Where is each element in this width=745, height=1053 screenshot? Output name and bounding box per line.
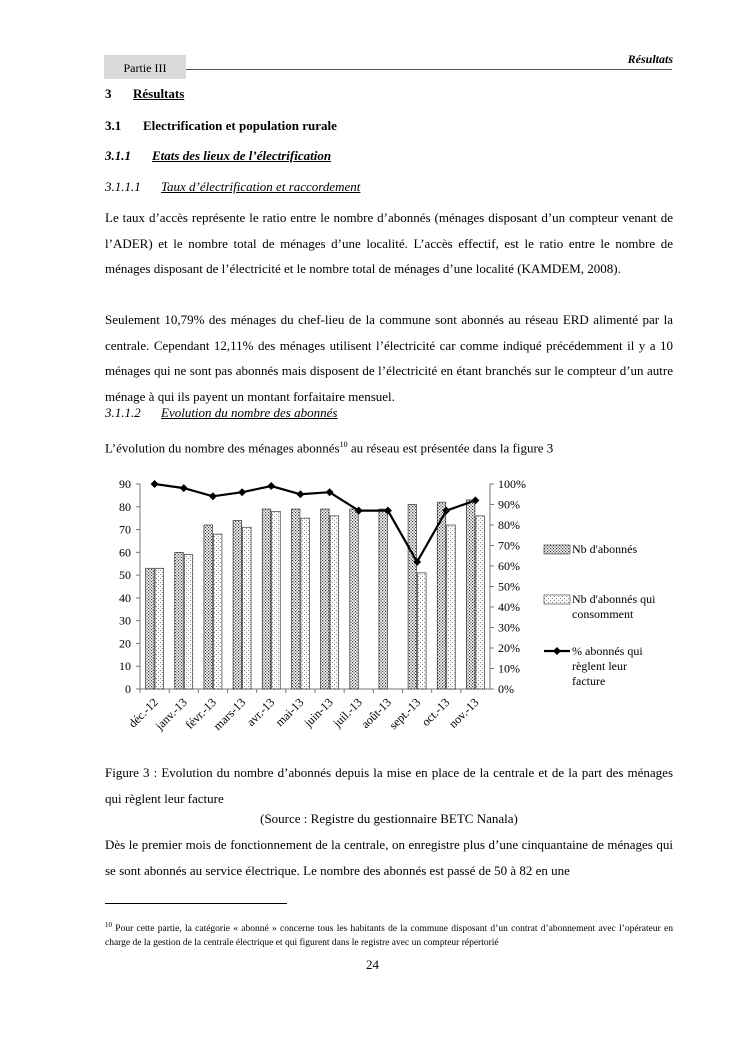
heading-number: 3.1.1.1 <box>105 179 141 194</box>
x-tick-label: mai-13 <box>272 695 307 730</box>
bar-nb-consomment <box>213 534 222 689</box>
legend-label: Nb d'abonnés <box>572 542 638 556</box>
footnote <box>105 918 673 950</box>
y-tick-label-right: 40% <box>498 600 520 614</box>
line-pct-reglent <box>155 484 476 562</box>
paragraph-access-rate <box>105 205 673 282</box>
legend-label: % abonnés qui <box>572 644 643 658</box>
y-tick-label-right: 30% <box>498 620 520 635</box>
header-section-title: Résultats <box>627 52 673 66</box>
bar-nb-consomment <box>272 511 281 689</box>
paragraph-text: Seulement 10,79% des ménages du chef-lieu de la commune sont abonnés au réseau ERD alimenté par la centrale. Cependant 12,11% des ménages utilisent l’électricité car comme indiqué précédemment il y a 10 ménages qui ne sont pas abonnés mais disposent de l’électricité en étant branchés sur le compteur d’un autre ménage à qui ils payent un montant forfaitaire mensuel. <box>105 312 673 404</box>
paragraph-text: Le taux d’accès représente le ratio entre le nombre d’abonnés (ménages disposant d’un compteur venant de l’ADER) et le nombre total de ménages d’une localité. L’accès effectif, est le ratio entre le nombre de ménages disposant de l’électricité et le nombre total de ménages d’une localité (KAMDEM, 2008). <box>105 210 673 276</box>
figure-caption <box>105 760 673 811</box>
y-tick-label-left: 20 <box>119 636 131 651</box>
y-tick-label-left: 70 <box>119 522 131 537</box>
line-point <box>180 484 188 492</box>
heading-title: Evolution du nombre des abonnés <box>161 405 338 420</box>
y-tick-label-left: 10 <box>119 659 131 674</box>
y-tick-label-right: 60% <box>498 559 520 573</box>
chart-legend <box>544 542 656 688</box>
heading-title: Résultats <box>133 86 185 101</box>
x-tick-label: juin-13 <box>301 695 336 730</box>
bar-nb-abonnes <box>466 500 475 689</box>
page-number: 24 <box>366 957 379 972</box>
bar-nb-consomment <box>418 573 427 689</box>
y-tick-label-left: 50 <box>119 568 131 583</box>
bar-nb-abonnes <box>291 509 300 689</box>
legend-label: consomment <box>572 607 634 621</box>
x-tick-label: avr.-13 <box>243 695 278 729</box>
y-tick-label-left: 30 <box>119 613 131 628</box>
line-point <box>151 480 159 488</box>
line-point <box>267 482 275 490</box>
bar-nb-consomment <box>301 518 310 689</box>
paragraph-figure-intro <box>105 432 673 461</box>
footnote-mark: 10 <box>105 921 112 929</box>
line-point <box>209 492 217 500</box>
heading-3-1-1 <box>105 148 331 164</box>
paragraph-first-month <box>105 832 673 883</box>
bar-nb-abonnes <box>146 568 155 689</box>
y-tick-label-right: 80% <box>498 518 520 532</box>
bar-nb-abonnes <box>262 509 271 689</box>
bar-nb-abonnes <box>175 552 184 689</box>
x-tick-label: févr.-13 <box>182 695 220 732</box>
heading-3-1-1-1 <box>105 179 360 195</box>
heading-3 <box>105 86 184 102</box>
bar-nb-consomment <box>155 568 164 689</box>
chart-line <box>151 480 480 566</box>
legend-label: règlent leur <box>572 659 627 673</box>
line-point <box>296 490 304 498</box>
footnote-text: Pour cette partie, la catégorie « abonné » concerne tous les habitants de la commune disposant d’un contrat d’abonnement avec l’opérateur en charge de la gestion de la centrale électrique et qui figurent dans le registre avec un compteur répertorié <box>105 924 673 949</box>
legend-swatch-consomment <box>544 595 570 604</box>
caption-text: Figure 3 : Evolution du nombre d’abonnés depuis la mise en place de la centrale et de la part des ménages qui règlent leur facture <box>105 765 673 806</box>
heading-title: Electrification et population rurale <box>143 118 337 133</box>
x-tick-label: sept.-13 <box>386 695 424 733</box>
bar-nb-consomment <box>243 527 252 689</box>
subscribers-chart <box>100 470 680 760</box>
heading-number: 3.1.1.2 <box>105 405 141 420</box>
bar-nb-abonnes <box>408 505 417 690</box>
bar-nb-abonnes <box>350 509 359 689</box>
bar-nb-consomment <box>330 516 339 689</box>
heading-number: 3 <box>105 86 112 101</box>
bar-nb-abonnes <box>437 502 446 689</box>
heading-3-1 <box>105 118 337 134</box>
x-tick-label: déc.-12 <box>125 695 161 731</box>
bar-nb-abonnes <box>321 509 330 689</box>
line-point <box>238 488 246 496</box>
chart-bars <box>146 500 485 689</box>
y-tick-label-left: 90 <box>119 477 131 491</box>
x-tick-label: mars-13 <box>210 695 249 733</box>
bar-nb-consomment <box>476 516 485 689</box>
y-tick-label-right: 70% <box>498 538 520 553</box>
heading-3-1-1-2 <box>105 405 337 421</box>
heading-number: 3.1.1 <box>105 148 131 163</box>
y-tick-label-right: 20% <box>498 641 520 655</box>
x-tick-label: juil.-13 <box>330 695 365 730</box>
y-tick-label-right: 0% <box>498 682 514 696</box>
bar-nb-abonnes <box>379 509 388 689</box>
part-tab: Partie III <box>104 55 186 79</box>
y-tick-label-right: 90% <box>498 497 520 512</box>
paragraph-text: L’évolution du nombre des ménages abonnés <box>105 440 340 456</box>
paragraph-subscribers <box>105 307 673 409</box>
footnote-ref[interactable]: 10 <box>339 440 348 449</box>
heading-number: 3.1 <box>105 118 122 133</box>
bar-nb-consomment <box>447 525 456 689</box>
y-tick-label-right: 10% <box>498 661 520 676</box>
legend-label: Nb d'abonnés qui <box>572 592 656 606</box>
x-tick-label: nov.-13 <box>446 695 482 731</box>
paragraph-text: Dès le premier mois de fonctionnement de la centrale, on enregistre plus d’une cinquantaine de ménages qui se sont abonnés au service électrique. Le nombre des abonnés est passé de 50 à 82 en une <box>105 837 673 878</box>
legend-swatch-nb-abonnes <box>544 545 570 554</box>
bar-nb-abonnes <box>204 525 213 689</box>
figure-source: (Source : Registre du gestionnaire BETC Nanala) <box>260 811 518 826</box>
x-tick-label: janv.-13 <box>152 695 190 733</box>
x-tick-label: oct.-13 <box>418 695 453 729</box>
bar-nb-abonnes <box>233 520 242 689</box>
legend-swatch-marker <box>553 647 561 655</box>
y-tick-label-left: 40 <box>119 590 131 605</box>
heading-title: Etats des lieux de l’électrification <box>152 148 332 163</box>
x-tick-label: août-13 <box>358 695 395 732</box>
footnote-rule <box>105 903 287 904</box>
legend-label: facture <box>572 674 606 688</box>
heading-title: Taux d’électrification et raccordement <box>161 179 361 194</box>
paragraph-text: au réseau est présentée dans la figure 3 <box>347 440 554 456</box>
y-tick-label-left: 60 <box>119 545 131 560</box>
bar-nb-consomment <box>184 555 193 689</box>
y-tick-label-left: 0 <box>125 682 131 696</box>
y-tick-label-right: 100% <box>498 477 526 491</box>
y-tick-label-right: 50% <box>498 579 520 594</box>
y-tick-label-left: 80 <box>119 499 131 514</box>
header-rule <box>186 69 672 70</box>
